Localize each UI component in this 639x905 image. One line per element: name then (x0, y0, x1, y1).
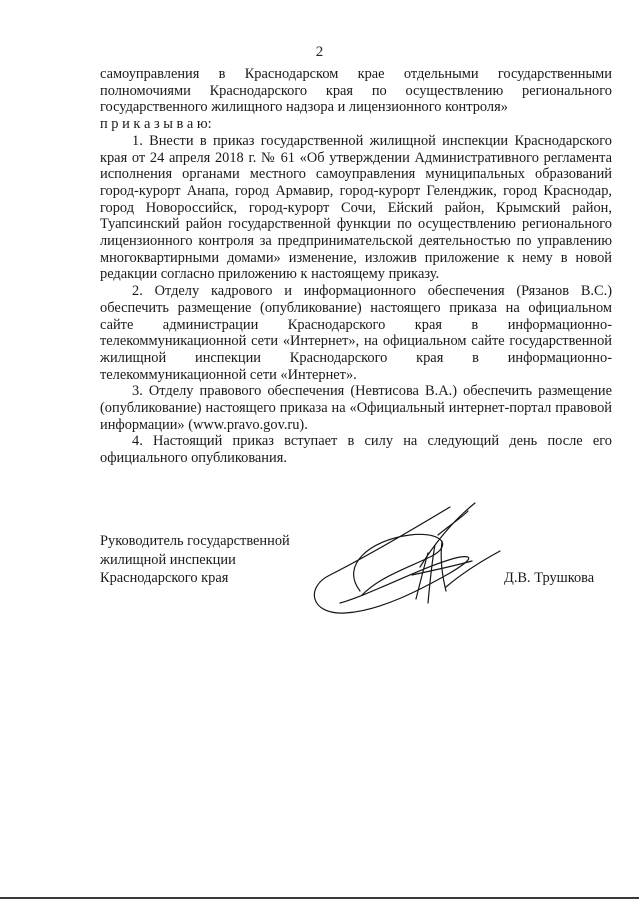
item-4-paragraph: 4. Настоящий приказ вступает в силу на следующий день после его официального опубликования. (100, 433, 612, 467)
document-body (100, 66, 612, 467)
item-1-paragraph: 1. Внести в приказ государственной жилищной инспекции Краснодарского края от 24 апреля 2018 г. № 61 «Об утверждении Административного регламента исполнения органами местного самоуправления муниципальных образований город-курорт Анапа, город Армавир, город-курорт Геленджик, город Краснодар, город Новороссийск, город-курорт Сочи, Ейский район, Крымский район, Туапсинский район государственной функции по осуществлению регионального лицензионного контроля за предпринимательской деятельностью по управлению многоквартирными домами» изменение, изложив приложение к нему в новой редакции согласно приложению к настоящему приказу. (100, 132, 612, 283)
order-word: п р и к а з ы в а ю: (100, 116, 212, 133)
signer-position-line-2: жилищной инспекции (100, 551, 236, 568)
page-number: 2 (315, 44, 324, 60)
item-3-paragraph: 3. Отделу правового обеспечения (Невтисова В.А.) обеспечить размещение (опубликование) настоящего приказа на «Официальный интернет-портал правовой информации» (www.pravo.gov.ru). (100, 383, 612, 433)
signer-name: Д.В. Трушкова (504, 570, 595, 586)
signer-position (100, 532, 290, 588)
intro-paragraph: самоуправления в Краснодарском крае отдельными государственными полномочиями Краснодарского края по осуществлению регионального государственного жилищного надзора и лицензионного контроля» (100, 66, 612, 116)
item-2-paragraph: 2. Отделу кадрового и информационного обеспечения (Рязанов В.С.) обеспечить размещение (опубликование) настоящего приказа на официальном сайте администрации Краснодарского края в информационно-телекоммуникационной сети «Интернет», на официальном сайте государственной жилищной инспекции Краснодарского края в информационно-телекоммуникационной сети «Интернет». (100, 283, 612, 383)
signer-position-line-1: Руководитель государственной (100, 533, 290, 549)
handwritten-signature (300, 495, 510, 625)
page-bottom-edge (0, 897, 639, 899)
signer-position-line-3: Краснодарского края (100, 570, 229, 586)
